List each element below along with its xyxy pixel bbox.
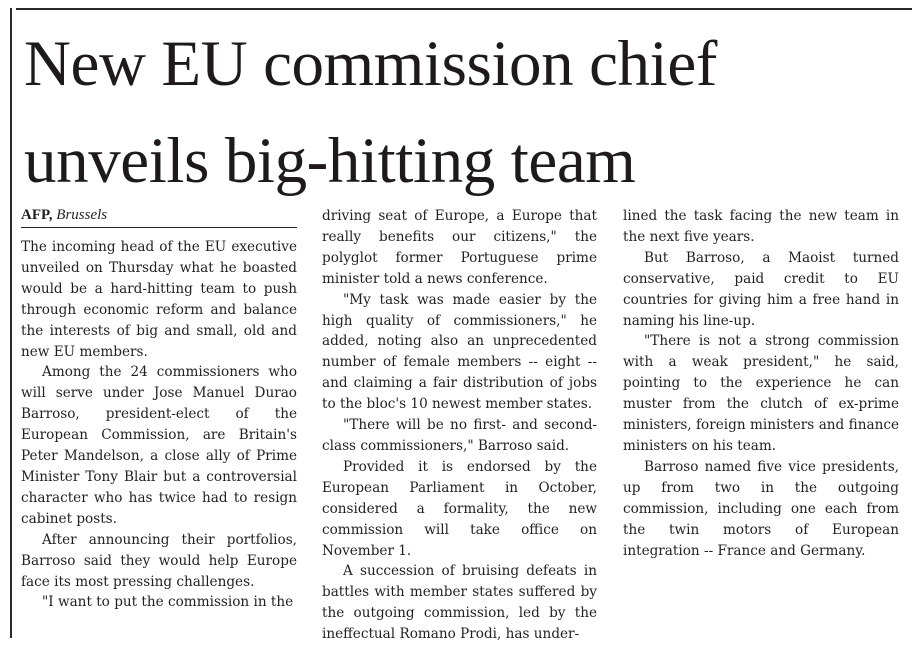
paragraph: After announcing their portfolios, Barroso said they would help Europe face its most pressing challenges. — [21, 531, 297, 590]
paragraph: Among the 24 commissioners who will serve under Jose Manuel Durao Barroso, president-elect of the European Commission, are Britain's Peter Mandelson, a close ally of Prime Minister Tony Blair but a controversial character who has twice had to resign cabinet posts. — [21, 364, 297, 527]
article-column-3 — [623, 206, 899, 561]
paragraph: "I want to put the commission in the — [42, 594, 294, 611]
dateline-city: Brussels — [56, 207, 108, 223]
headline-line-1: New EU commission chief — [24, 28, 718, 100]
headline — [24, 16, 904, 210]
paragraph: "There will be no first- and second-class commissioners," Barroso said. — [322, 417, 597, 454]
paragraph: driving seat of Europe, a Europe that really benefits our citizens," the polyglot former Portuguese prime minister told a news conference. — [322, 208, 597, 287]
dateline — [21, 206, 297, 228]
article-column-2 — [322, 206, 597, 645]
paragraph: But Barroso, a Maoist turned conservative, paid credit to EU countries for giving him a free hand in naming his line-up. — [623, 249, 899, 329]
paragraph: A succession of bruising defeats in battles with member states suffered by the outgoing commission, led by the ineffectual Romano Prodi, has under- — [322, 563, 597, 643]
headline-line-2: unveils big-hitting team — [24, 125, 636, 197]
top-rule — [16, 8, 912, 10]
article-column-1 — [21, 206, 297, 613]
paragraph: Barroso named five vice presidents, up from two in the outgoing commission, including one each from the twin motors of European integration -- France and Germany. — [623, 458, 899, 559]
paragraph: lined the task facing the new team in the next five years. — [623, 208, 899, 245]
dateline-agency: AFP, — [21, 207, 53, 223]
paragraph: The incoming head of the EU executive unveiled on Thursday what he boasted would be a hard-hitting team to push through economic reform and balance the interests of big and small, old and new EU members. — [21, 239, 297, 360]
paragraph: Provided it is endorsed by the European Parliament in October, considered a formality, the new commission will take office on November 1. — [322, 458, 597, 559]
left-rule — [10, 8, 12, 638]
paragraph: "My task was made easier by the high quality of commissioners," he added, noting also an unprecedented number of female members -- eight -- and claiming a fair distribution of jobs to the bloc's 10 newest member states. — [322, 291, 597, 413]
paragraph: "There is not a strong commission with a weak president," he said, pointing to the experience he can muster from the clutch of ex-prime ministers, foreign ministers and finance ministers on his team. — [623, 333, 899, 454]
